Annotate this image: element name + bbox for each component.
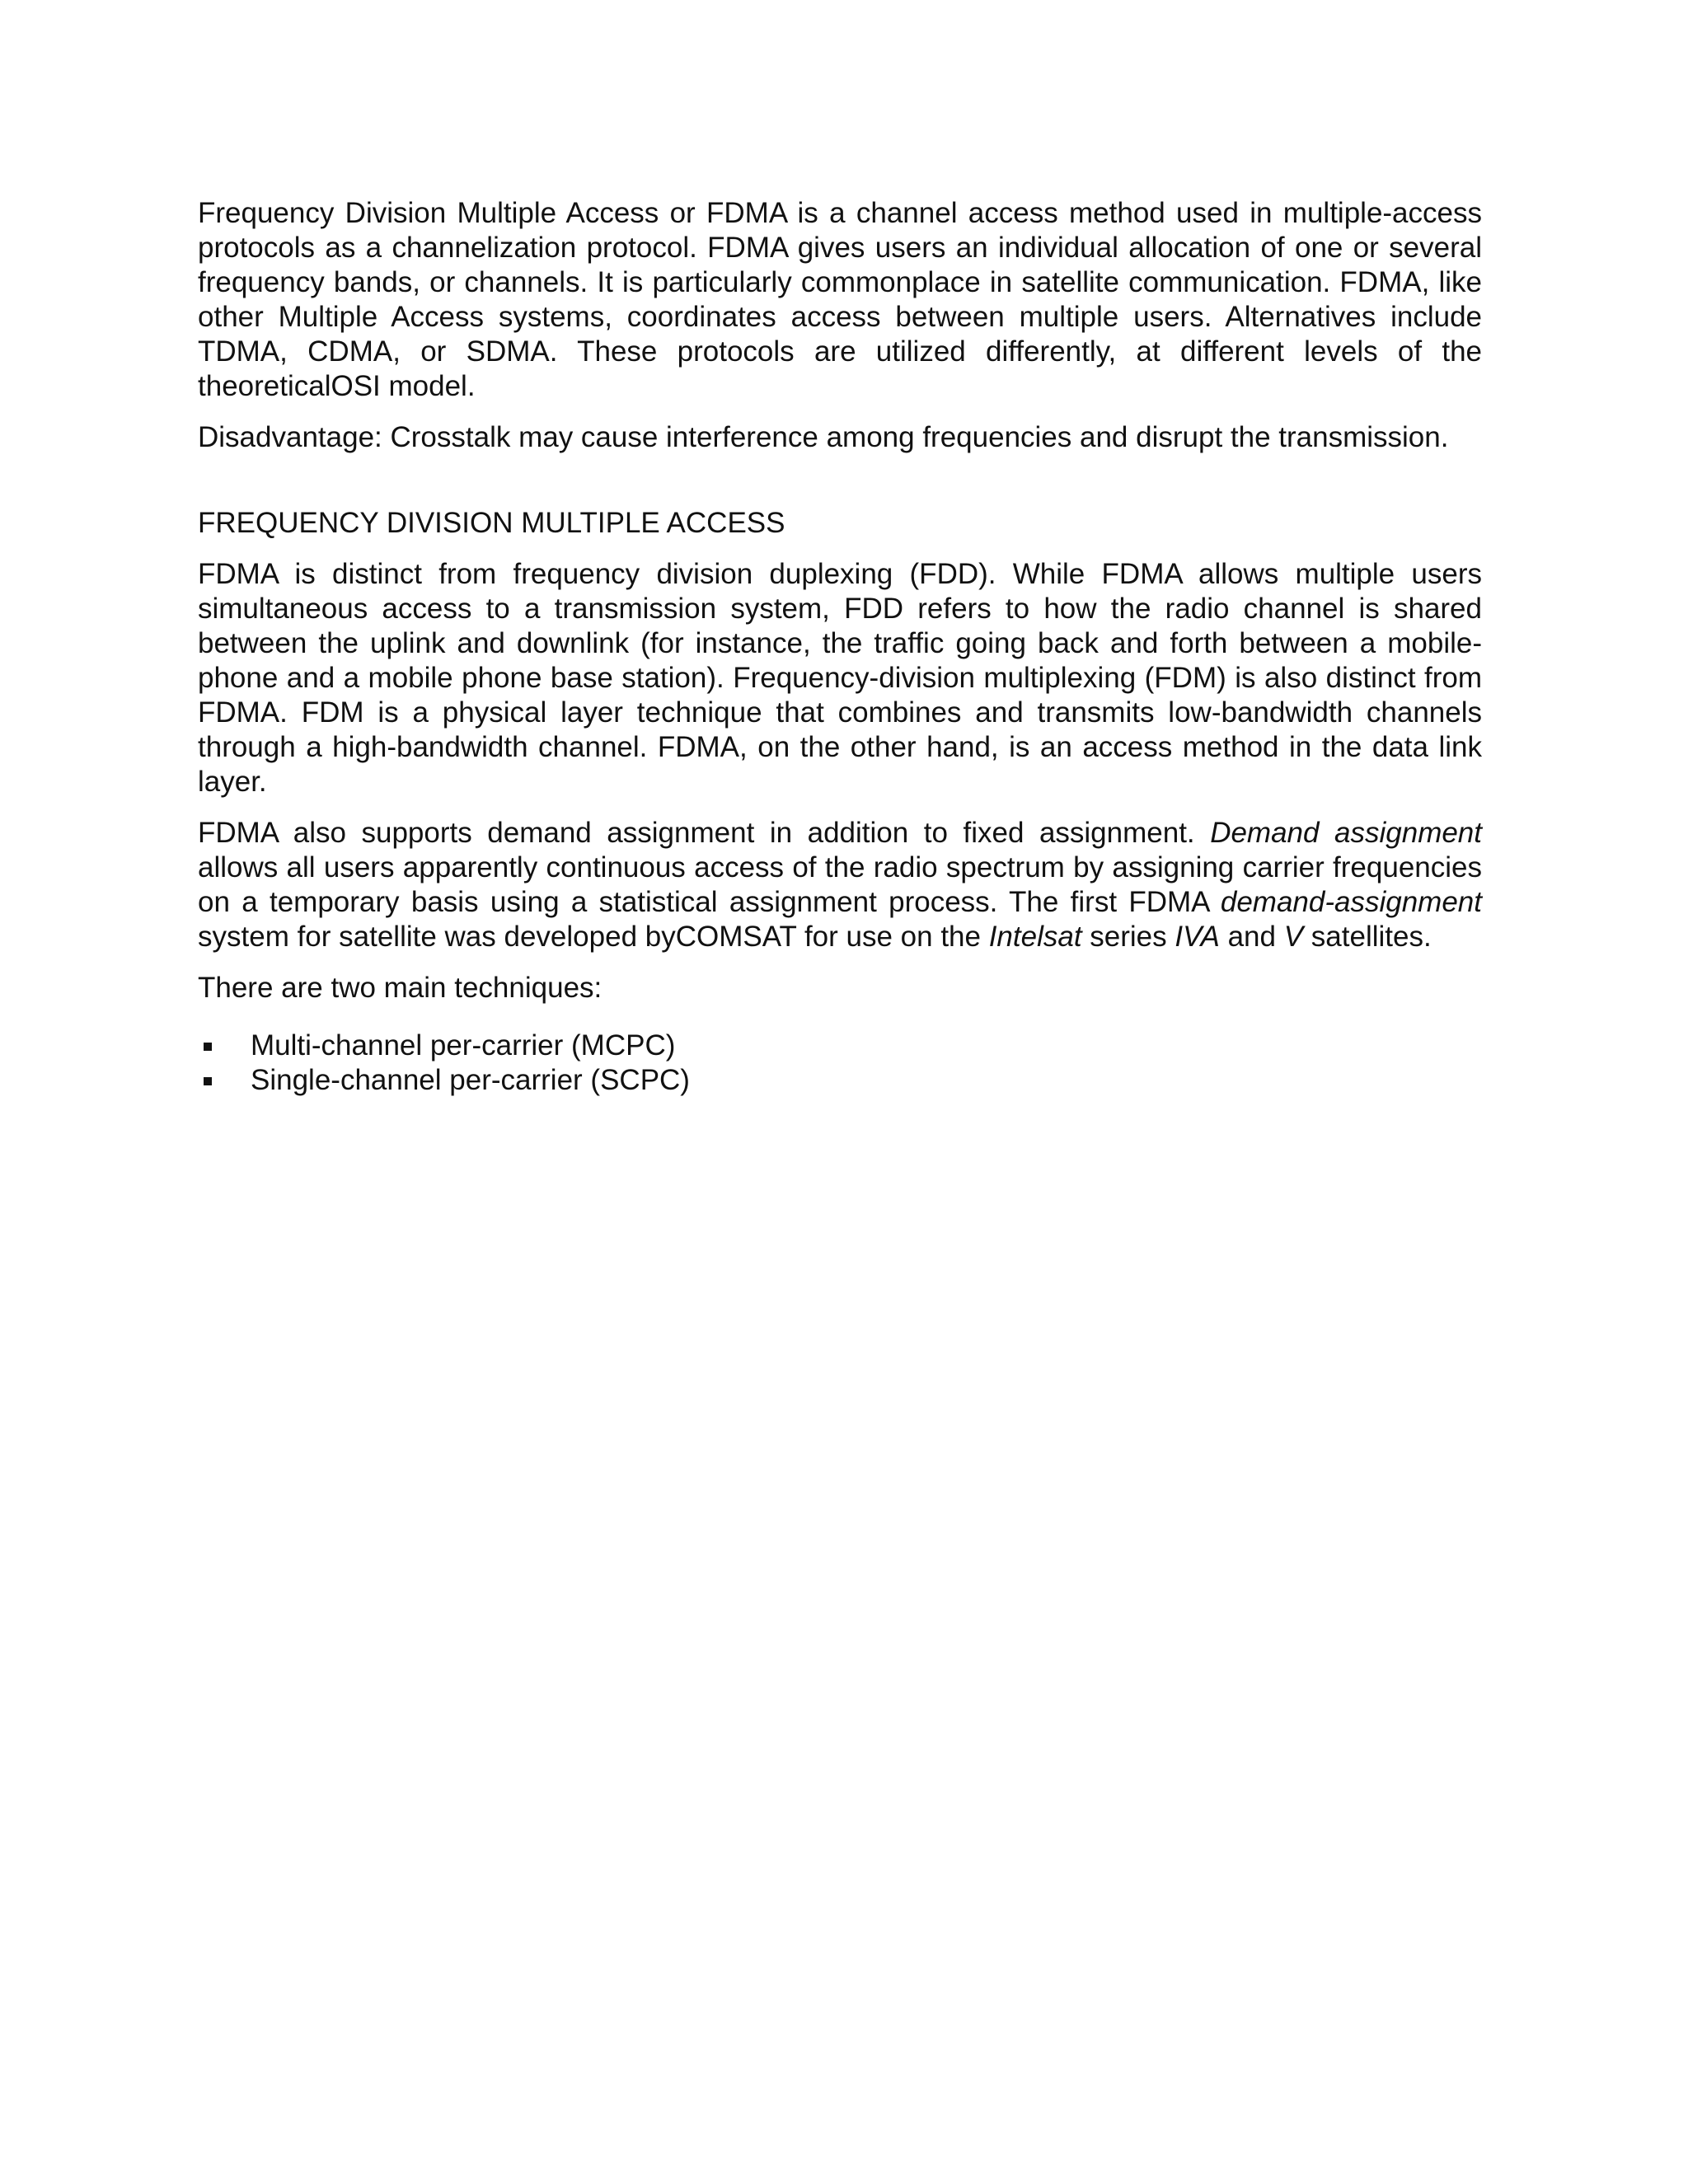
list-item (198, 1063, 1482, 1098)
techniques-list (198, 1029, 1482, 1098)
italic-run: Demand assignment (1210, 817, 1482, 849)
document-body (198, 196, 1482, 1098)
italic-run: demand-assignment (1220, 886, 1482, 918)
square-bullet-icon (204, 1043, 212, 1051)
italic-run: Intelsat (988, 921, 1082, 953)
text-run: series (1081, 921, 1175, 953)
list-item-label: Multi-channel per-carrier (MCPC) (251, 1029, 676, 1062)
list-item (198, 1029, 1482, 1063)
demand-assignment-paragraph (198, 816, 1482, 954)
disadvantage-paragraph: Disadvantage: Crosstalk may cause interference among frequencies and disrupt the transmission. (198, 421, 1449, 453)
fdma-intro-paragraph: Frequency Division Multiple Access or FDMA is a channel access method used in multiple-access protocols as a channelization protocol. FDMA gives users an individual allocation of one or several frequency bands, or channels. It is particularly commonplace in satellite communication. FDMA, like other Multiple Access systems, coordinates access between multiple users. Alternatives include TDMA, CDMA, or SDMA. These protocols are utilized differently, at different levels of the theoreticalOSI model. (198, 197, 1482, 402)
text-run: allows all users apparently continuous access of the radio spectrum by assigning carrier frequencies on a temporary basis using a statistical assignment process. The first FDMA (198, 851, 1482, 918)
square-bullet-icon (204, 1077, 212, 1085)
italic-run: IVA (1175, 921, 1220, 953)
fdd-fdm-paragraph: FDMA is distinct from frequency division duplexing (FDD). While FDMA allows multiple users simultaneous access to a transmission system, FDD refers to how the radio channel is shared between the uplink and downlink (for instance, the traffic going back and forth between a mobile-phone and a mobile phone base station). Frequency-division multiplexing (FDM) is also distinct from FDMA. FDM is a physical layer technique that combines and transmits low-bandwidth channels through a high-bandwidth channel. FDMA, on the other hand, is an access method in the data link layer. (198, 558, 1482, 798)
italic-run: V (1283, 921, 1304, 953)
text-run: system for satellite was developed byCOMSAT for use on the (198, 921, 989, 953)
list-item-label: Single-channel per-carrier (SCPC) (251, 1064, 690, 1096)
text-run: and (1219, 921, 1284, 953)
text-run: FDMA also supports demand assignment in addition to fixed assignment. (198, 817, 1211, 849)
text-run: satellites. (1303, 921, 1432, 953)
techniques-intro: There are two main techniques: (198, 972, 603, 1004)
section-heading: FREQUENCY DIVISION MULTIPLE ACCESS (198, 507, 785, 539)
